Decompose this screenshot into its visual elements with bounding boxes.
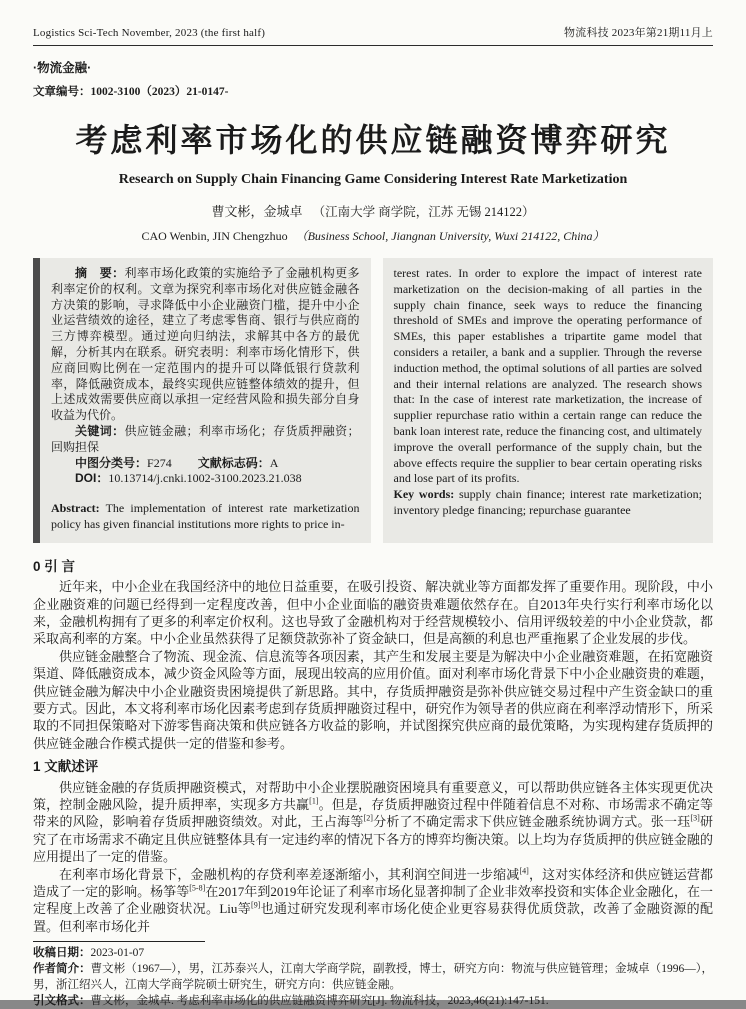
clc-label: 中图分类号： [75, 455, 148, 470]
article-number-value: 1002-3100（2023）21-0147- [90, 86, 229, 98]
keywords-cn-text: 供应链金融；利率市场化；存货质押融资；回购担保 [51, 423, 360, 454]
abstract-cn-text: 利率市场化政策的实施给予了金融机构更多利率定价的权利。文章为探究利率市场化对供应链金融各方决策的影响，寻求降低中小企业融资门槛，提升中小企业运营绩效的途径，建立了考虑零售商、银行与供应商的三方博弈模型。通过逆向归纳法，求解其中各方的最优解，分析其内在联系。研究表明：利率市场化情形下，供应商回购比例在一定范围内的提升可以降低银行贷款利率，降低融资成本，最终实现供应链整体绩效的提升，但上述成效需要供应商以承担一定经营风险和损失部分自身收益为代价。 [51, 266, 360, 423]
keywords-en [394, 487, 703, 519]
author-names-cn: 曹文彬，金城卓 [211, 204, 303, 219]
keywords-en-text: supply chain finance; interest rate marketization; inventory pledge financing; repurchase guarantee [393, 487, 702, 517]
doi-label: DOI： [75, 471, 109, 486]
keywords-cn-label: 关键词： [75, 423, 125, 438]
author-names-en: CAO Wenbin, JIN Chengzhuo [141, 229, 288, 243]
author-bio-line [33, 962, 713, 994]
header-rule [33, 45, 713, 46]
abstract-en-part1 [51, 501, 360, 533]
doi-line [51, 471, 360, 487]
body-paragraph: 供应链金融的存货质押融资模式，对帮助中小企业摆脱融资困境具有重要意义，可以帮助供应链各主体实现更优决策，控制金融风险，提升质押率，实现多方共赢[1]。但是，存货质押融资过程中伴随着信息不对称、市场需求不确定等带来的风险，影响着存货质押融资绩效。对此，王占海等[2]分析了不确定需求下供应链金融系统协调方式。张一珏[3]研究了在市场需求不确定且供应链整体具有一定违约率的情况下各方的博弈均衡决策。以上均为存货质押的供应链金融的应用提出了一定的借鉴。 [33, 779, 713, 865]
abstract-en-label: Abstract: [51, 501, 100, 516]
paper-title-en: Research on Supply Chain Financing Game Considering Interest Rate Marketization [118, 172, 628, 187]
article-number [33, 83, 713, 99]
authors-cn [33, 201, 713, 220]
footnote-rule [33, 941, 205, 942]
paper-title-cn: 考虑利率市场化的供应链融资博弈研究 [75, 122, 671, 158]
doi-value: 10.13714/j.cnki.1002-3100.2023.21.038 [108, 471, 302, 486]
received-date-line [33, 946, 713, 962]
article-body [33, 558, 713, 936]
doc-code-label: 文献标志码： [197, 455, 270, 470]
article-number-label: 文章编号： [33, 86, 91, 98]
abstract-left-column [33, 258, 371, 543]
running-head [33, 24, 713, 40]
affiliation-en: （Business School, Jiangnan University, Wuxi 214122, China） [295, 229, 605, 243]
body-paragraph: 供应链金融整合了物流、现金流、信息流等各项因素，其产生和发展主要是为解决中小企业融资难题，在拓宽融资渠道、降低融资成本，减少资金风险等方面，展现出较高的应用价值。面对利率市场化背景下中小企业融资贵的难题，供应链金融为解决中小企业融资贵困境提供了新思路。其中，存货质押融资是弥补供应链交易过程中产生资金缺口的重要方式。因此，本文将利率市场化因素考虑到存货质押融资过程中，研究作为领导者的供应商在利率浮动情形下，所采取的不同担保策略对下游零售商决策和供应链各方收益的影响，并试图探究供应商的最优策略，为实现构建存货质押的供应链金融合作模式提供一定的借鉴和参考。 [33, 648, 713, 751]
journal-name-en: Logistics Sci-Tech November, 2023 (the first half) [33, 27, 266, 39]
received-date-label: 收稿日期： [33, 947, 91, 960]
column-label: ·物流金融· [33, 61, 92, 75]
citation-text: 曹文彬，金城卓. 考虑利率市场化的供应链融资博弈研究[J]. 物流科技，2023,46(21):147-151. [90, 994, 549, 1007]
clc-line [51, 456, 360, 472]
keywords-cn [51, 424, 360, 456]
abstract-cn-label: 摘 要： [75, 266, 125, 280]
body-paragraph: 在利率市场化背景下，金融机构的存贷利率差逐渐缩小，其利润空间进一步缩减[4]，这对实体经济和供应链运营都造成了一定的影响。杨筝等[5-8]在2017年到2019年论证了利率市场化显著抑制了企业非效率投资和实体企业金融化，在一定程度上改善了企业融资状况。Liu等[9]也通过研究发现利率市场化使企业更容易获得优质贷款，改善了金融资源的配置。但利率市场化并 [33, 866, 713, 934]
abstract-en-text-left: The implementation of interest rate marketization policy has given financial institutions more rights to price in- [51, 501, 360, 531]
abstract-right-column [383, 258, 714, 543]
footnote-area [33, 941, 713, 1009]
doc-code-value: A [269, 455, 279, 470]
author-bio-label: 作者简介： [33, 963, 91, 976]
abstract-box [33, 258, 713, 543]
author-bio-text: 曹文彬（1967—），男，江苏泰兴人，江南大学商学院，副教授，博士，研究方向：物流与供应链管理；金城卓（1996—），男，浙江绍兴人，江南大学商学院硕士研究生，研究方向：供应链金融。 [33, 963, 713, 991]
abstract-en-part2: terest rates. In order to explore the impact of interest rate marketization on the decision-making of all parties in the supply chain finance, seek ways to reduce the financing threshold of SMEs and improve the operating performance of SMEs, this paper establishes a tripartite game model that considers a retailer, a bank and a supplier. Through the reverse induction method, the optimal solutions of all parties are solved and their internal relations are analyzed. The research shows that: In the case of interest rate marketization, the increase of supplier repurchase ratio within a certain range can reduce the bank loan interest rate, reduce the financing cost, and ultimately improve the overall performance of the supply chain, but the above effects require the supplier to bear certain operating risks and lose part of its profits. [393, 266, 702, 486]
journal-issue-cn: 物流科技 2023年第21期11月上 [564, 27, 713, 39]
clc-value: F274 [147, 455, 172, 470]
received-date-value: 2023-01-07 [90, 947, 145, 960]
body-paragraph: 近年来，中小企业在我国经济中的地位日益重要，在吸引投资、解决就业等方面都发挥了重要作用。现阶段，中小企业融资难的问题已经得到一定程度改善，但中小企业面临的融资贵难题依然存在。自2013年央行实行利率市场化以来，金融机构拥有了更多的利率定价权利。这也导致了金融机构对于经营规模较小、信用评级较差的中小企业贷款，都采取高利率的方案。中小企业虽然获得了足额贷款弥补了资金缺口，但是高额的利息也严重拖累了企业发展的步伐。 [33, 579, 713, 647]
citation-label: 引文格式： [33, 994, 91, 1007]
abstract-cn [51, 266, 360, 424]
authors-en [33, 227, 713, 244]
citation-line [33, 994, 713, 1009]
section-heading-1: 1 文献述评 [33, 759, 99, 775]
section-heading-0: 0 引 言 [33, 558, 76, 574]
keywords-en-label: Key words: [393, 487, 455, 502]
affiliation-cn: （江南大学 商学院，江苏 无锡 214122） [312, 205, 535, 219]
